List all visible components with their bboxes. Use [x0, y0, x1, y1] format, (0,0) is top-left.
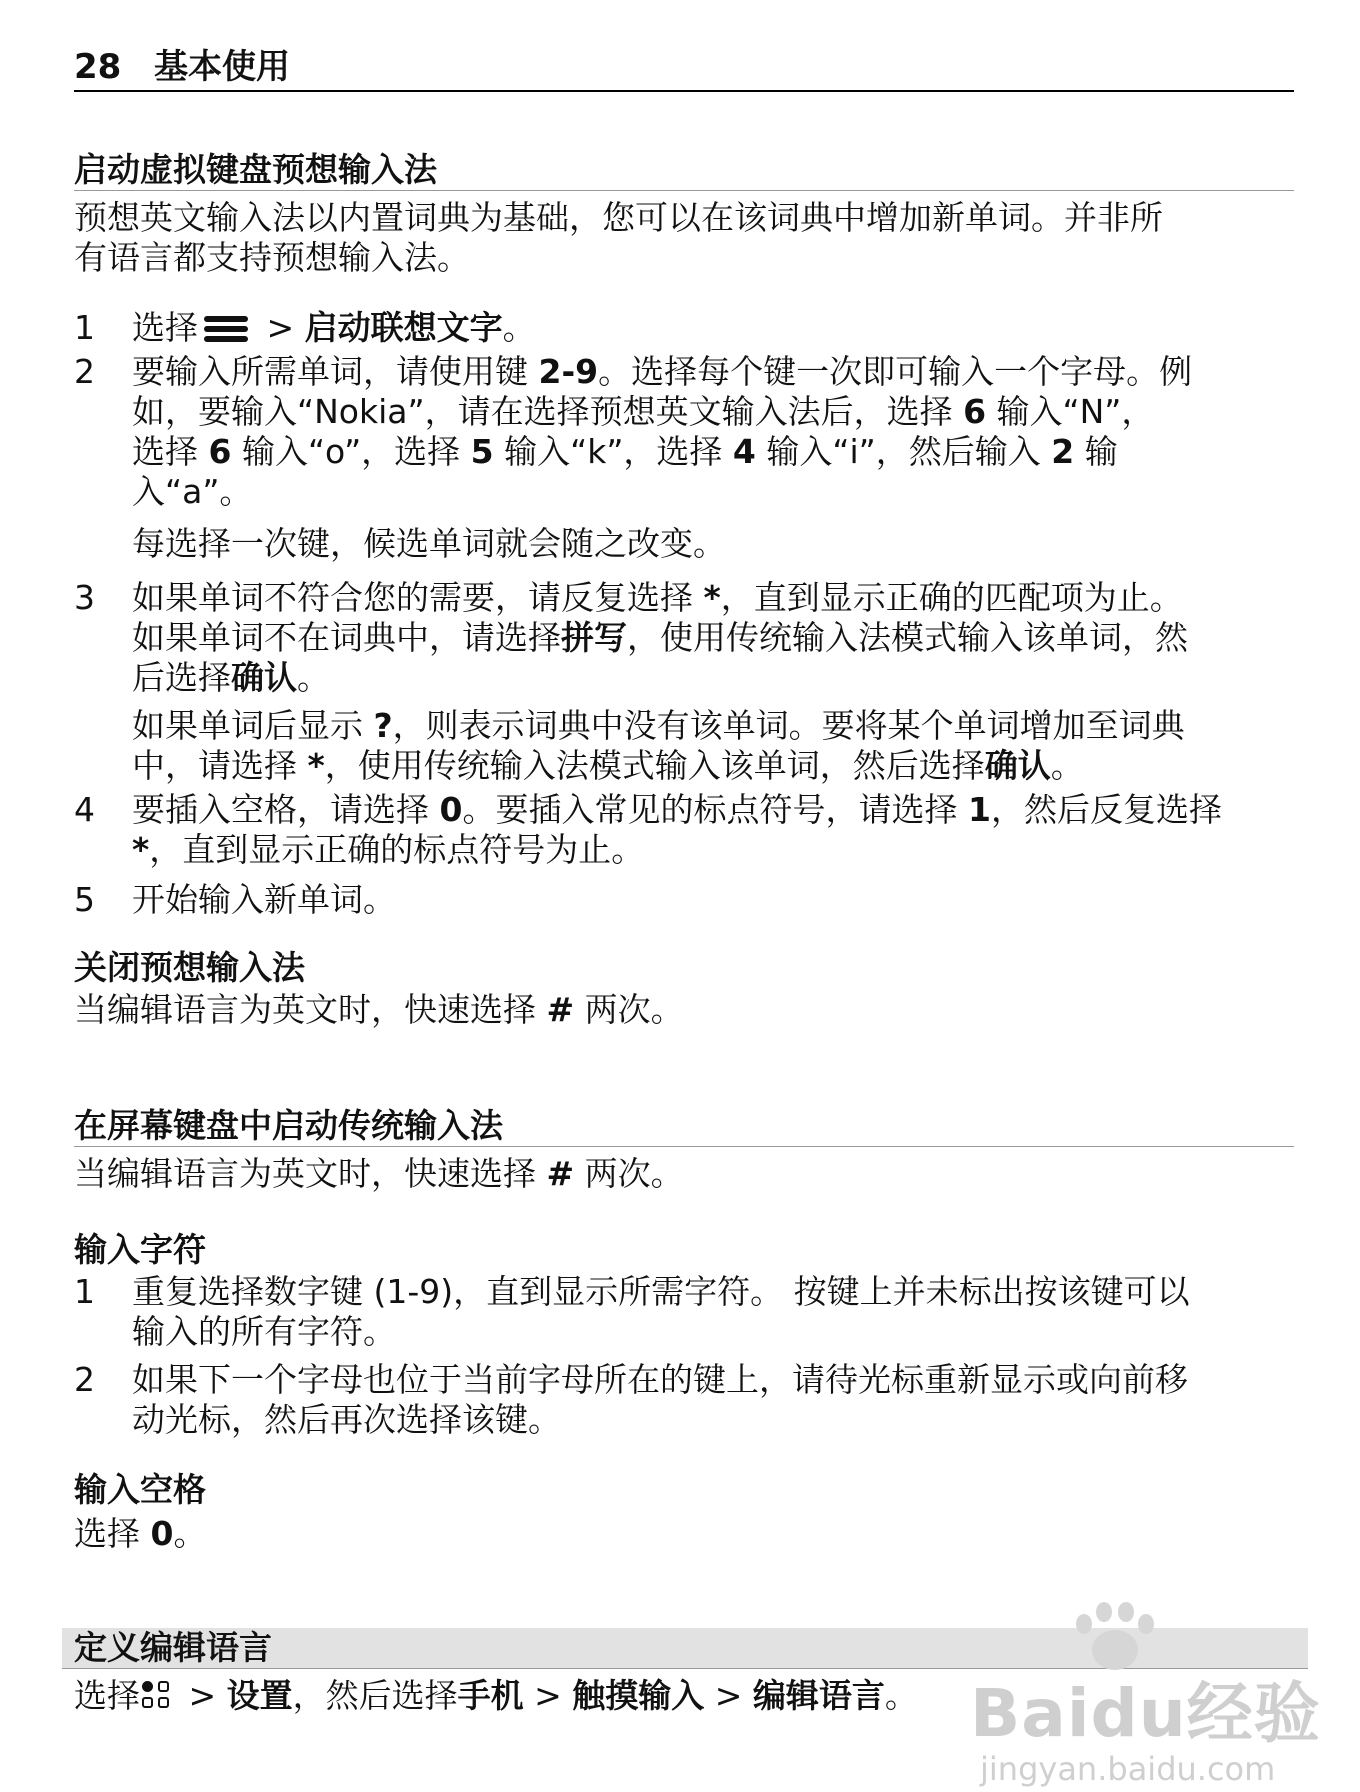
key-label: 0: [150, 1514, 174, 1553]
step-line: 输入的所有字符。: [132, 1312, 396, 1351]
step-line: [132, 658, 1286, 698]
step-number: 2: [74, 1360, 95, 1399]
step-text: 开始输入新单词。: [132, 880, 396, 919]
step-text: 输入“N”，: [986, 392, 1155, 431]
step-text: 选择: [132, 432, 209, 471]
subsection-title-enter-space: 输入空格: [74, 1470, 206, 1509]
key-label: 2-9: [538, 352, 599, 391]
step-text: 。: [297, 658, 330, 697]
key-label: *: [703, 578, 721, 617]
key-label: 1: [967, 790, 991, 829]
step-text: 输: [1074, 432, 1118, 471]
step-line: [132, 830, 1286, 870]
step-number: 3: [74, 578, 95, 617]
step-line: [132, 432, 1286, 472]
intro-paragraph: [74, 198, 1274, 278]
baidu-watermark: [970, 1600, 1321, 1790]
header-section-title: 基本使用: [154, 47, 290, 87]
list-item: [74, 1360, 1286, 1440]
key-label: *: [307, 746, 325, 785]
menu-icon: [204, 316, 248, 342]
step-text: ，则表示词典中没有该单词。要将某个单词增加至词典: [392, 706, 1185, 745]
paragraph: [74, 1514, 1274, 1554]
step-number: 1: [74, 308, 95, 347]
step-text: ，使用传统输入法模式输入该单词，然后选择: [324, 746, 985, 785]
menu-option-label: 编辑语言: [752, 1676, 885, 1715]
page-header: [74, 44, 1294, 92]
step-text: 。: [502, 308, 536, 347]
step-text: 选择: [132, 308, 198, 347]
step-line: 入“a”。: [132, 472, 253, 511]
step-number: 1: [74, 1272, 95, 1311]
watermark-brand: Baidu经验: [970, 1675, 1321, 1752]
para-text: >: [523, 1676, 573, 1715]
step-text: 如，要输入“Nokia”，请在选择预想英文输入法后，选择: [132, 392, 964, 431]
step-line: [132, 790, 1286, 830]
menu-option-label: 启动联想文字: [304, 308, 503, 347]
step-text: 要插入空格，请选择: [132, 790, 440, 829]
step-text: ，使用传统输入法模式输入该单词，然: [627, 618, 1188, 657]
para-text: 当编辑语言为英文时，快速选择: [74, 990, 547, 1029]
menu-option-label: 触摸输入: [572, 1676, 705, 1715]
section-title-traditional: 在屏幕键盘中启动传统输入法: [74, 1106, 1294, 1147]
step-line: [132, 578, 1286, 618]
para-text: 选择: [74, 1676, 140, 1715]
para-text: 。: [173, 1514, 207, 1553]
list-item: [74, 880, 1286, 920]
step-line: [132, 706, 1282, 746]
apps-menu-icon: [142, 1681, 172, 1711]
intro-line-1: 预想英文输入法以内置词典为基础，您可以在该词典中增加新单词。并非所: [74, 198, 1163, 237]
para-text: 选择: [74, 1514, 151, 1553]
step-line: [132, 352, 1286, 392]
step-line: 如果下一个字母也位于当前字母所在的键上，请待光标重新显示或向前移: [132, 1360, 1188, 1399]
option-label: 确认: [984, 746, 1051, 785]
step-text: 输入“i”，然后输入: [755, 432, 1052, 471]
symbol-label: ?: [373, 706, 393, 745]
key-label: 5: [470, 432, 494, 471]
page-number: 28: [74, 47, 122, 87]
key-label: 6: [963, 392, 987, 431]
step-line: [132, 618, 1286, 658]
step-note: 每选择一次键，候选单词就会随之改变。: [132, 524, 726, 563]
step-text: 。要插入常见的标点符号，请选择: [462, 790, 968, 829]
para-text: 。: [884, 1676, 918, 1715]
section-title-edit-language: 定义编辑语言: [62, 1628, 1308, 1669]
watermark-url: jingyan.baidu.com: [980, 1750, 1276, 1788]
key-label: *: [132, 830, 150, 869]
step-text: 输入“k”，选择: [493, 432, 733, 471]
para-text: 当编辑语言为英文时，快速选择: [74, 1154, 547, 1193]
step-number: 5: [74, 880, 95, 919]
subsection-title-close-predictive: 关闭预想输入法: [74, 948, 305, 987]
key-label: 6: [208, 432, 232, 471]
step-text: 如果单词后显示: [132, 706, 374, 745]
key-label: 4: [732, 432, 756, 471]
step-text: >: [256, 308, 305, 347]
para-text: >: [178, 1676, 227, 1715]
step-text: 后选择: [132, 658, 231, 697]
paragraph: [74, 1154, 1274, 1194]
section-title-predictive: 启动虚拟键盘预想输入法: [74, 150, 1294, 191]
subsection-title-enter-characters: 输入字符: [74, 1230, 206, 1269]
key-label: 2: [1051, 432, 1075, 471]
para-text: 两次。: [574, 990, 684, 1029]
para-text: 两次。: [574, 1154, 684, 1193]
key-label: #: [546, 990, 575, 1029]
step-text: ，直到显示正确的标点符号为止。: [149, 830, 645, 869]
list-item: [74, 1272, 1286, 1352]
paragraph: [74, 990, 1274, 1030]
step-text: 中，请选择: [132, 746, 308, 785]
step-text: 如果单词不在词典中，请选择: [132, 618, 561, 657]
step-text: ，直到显示正确的匹配项为止。: [720, 578, 1183, 617]
step-line: [132, 746, 1282, 786]
menu-option-label: 设置: [226, 1676, 293, 1715]
step-text: 输入“o”，选择: [231, 432, 471, 471]
step-text: ，然后反复选择: [990, 790, 1222, 829]
list-item: [74, 578, 1286, 698]
step-text: 。选择每个键一次即可输入一个字母。例: [598, 352, 1193, 391]
step-text: 。: [1050, 746, 1084, 785]
step-line: [132, 392, 1286, 432]
intro-line-2: 有语言都支持预想输入法。: [74, 238, 470, 277]
step-line: 动光标，然后再次选择该键。: [132, 1400, 561, 1439]
list-item: [74, 308, 1286, 348]
key-label: #: [546, 1154, 575, 1193]
key-label: 0: [439, 790, 463, 829]
step-number: 4: [74, 790, 95, 829]
step-note: [132, 706, 1282, 786]
option-label: 拼写: [561, 618, 627, 657]
step-text: 要输入所需单词，请使用键: [132, 352, 539, 391]
step-text: 如果单词不符合您的需要，请反复选择: [132, 578, 704, 617]
para-text: >: [704, 1676, 753, 1715]
option-label: 确认: [231, 658, 297, 697]
list-item: [74, 790, 1286, 870]
menu-option-label: 手机: [457, 1676, 524, 1715]
step-number: 2: [74, 352, 95, 391]
list-item: [74, 352, 1286, 512]
para-text: ，然后选择: [292, 1676, 458, 1715]
step-line: 重复选择数字键 (1-9)，直到显示所需字符。 按键上并未标出按该键可以: [132, 1272, 1190, 1311]
